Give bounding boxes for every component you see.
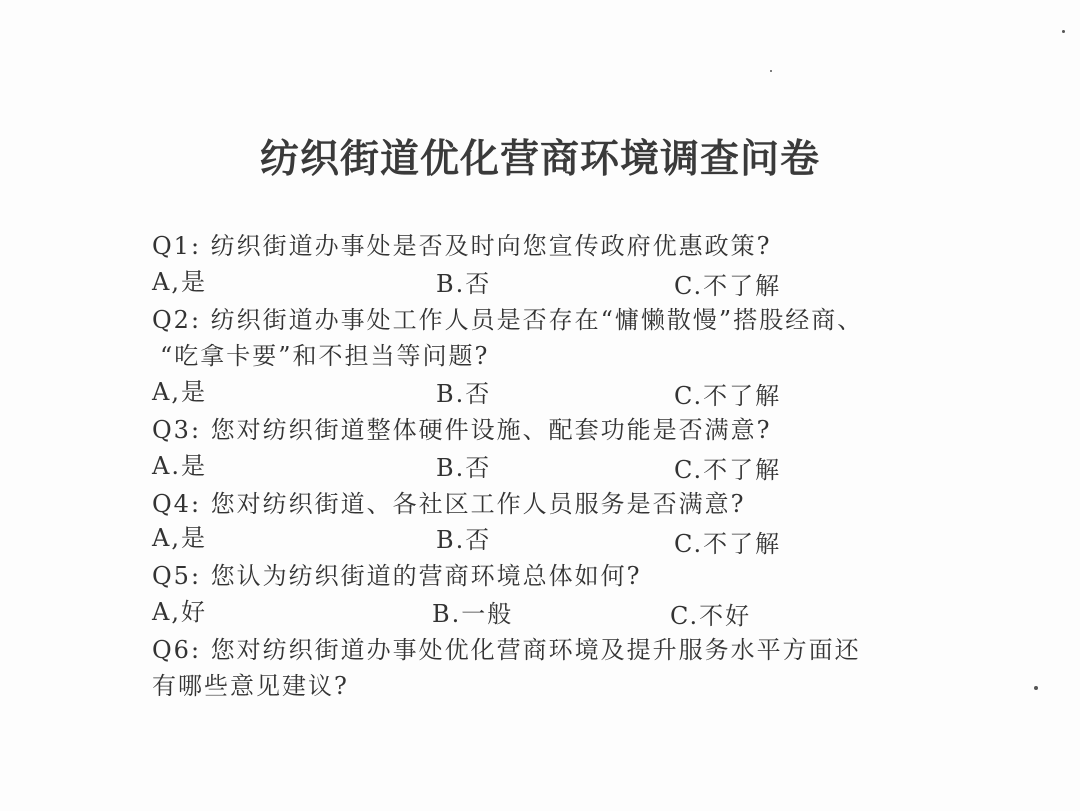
q4-option-a: A,是 [152, 524, 207, 552]
scan-speck [770, 70, 772, 72]
question-3: Q3: 您对纺织街道整体硬件设施、配套功能是否满意? [152, 416, 772, 444]
q2-option-a: A,是 [152, 378, 207, 406]
question-1: Q1: 纺织街道办事处是否及时向您宣传政府优惠政策? [152, 232, 772, 260]
question-5: Q5: 您认为纺织街道的营商环境总体如何? [152, 562, 642, 590]
survey-title: 纺织街道优化营商环境调查问卷 [259, 137, 820, 182]
q3-option-b: B.否 [436, 454, 492, 482]
q5-option-c: C.不好 [670, 602, 752, 630]
q4-option-c: C.不了解 [674, 530, 782, 558]
q4-option-b: B.否 [436, 526, 492, 554]
q3-option-c: C.不了解 [674, 456, 782, 484]
q5-option-b: B.一般 [432, 600, 514, 628]
q5-option-a: A,好 [152, 598, 207, 626]
q1-option-a: A,是 [152, 268, 207, 296]
q2-option-b: B.否 [436, 380, 492, 408]
q2-option-c: C.不了解 [674, 382, 782, 410]
question-2: Q2: 纺织街道办事处工作人员是否存在“慵懒散慢”搭股经商、 [152, 306, 864, 334]
question-2-continued: “吃拿卡要”和不担当等问题? [160, 342, 490, 370]
q1-option-c: C.不了解 [674, 272, 782, 300]
question-6: Q6: 您对纺织街道办事处优化营商环境及提升服务水平方面还 [152, 636, 861, 664]
question-4: Q4: 您对纺织街道、各社区工作人员服务是否满意? [152, 490, 746, 518]
q1-option-b: B.否 [436, 270, 492, 298]
scan-speck [1062, 30, 1065, 33]
scan-speck [1034, 686, 1038, 690]
question-6-continued: 有哪些意见建议? [152, 672, 349, 700]
q3-option-a: A.是 [152, 452, 207, 480]
